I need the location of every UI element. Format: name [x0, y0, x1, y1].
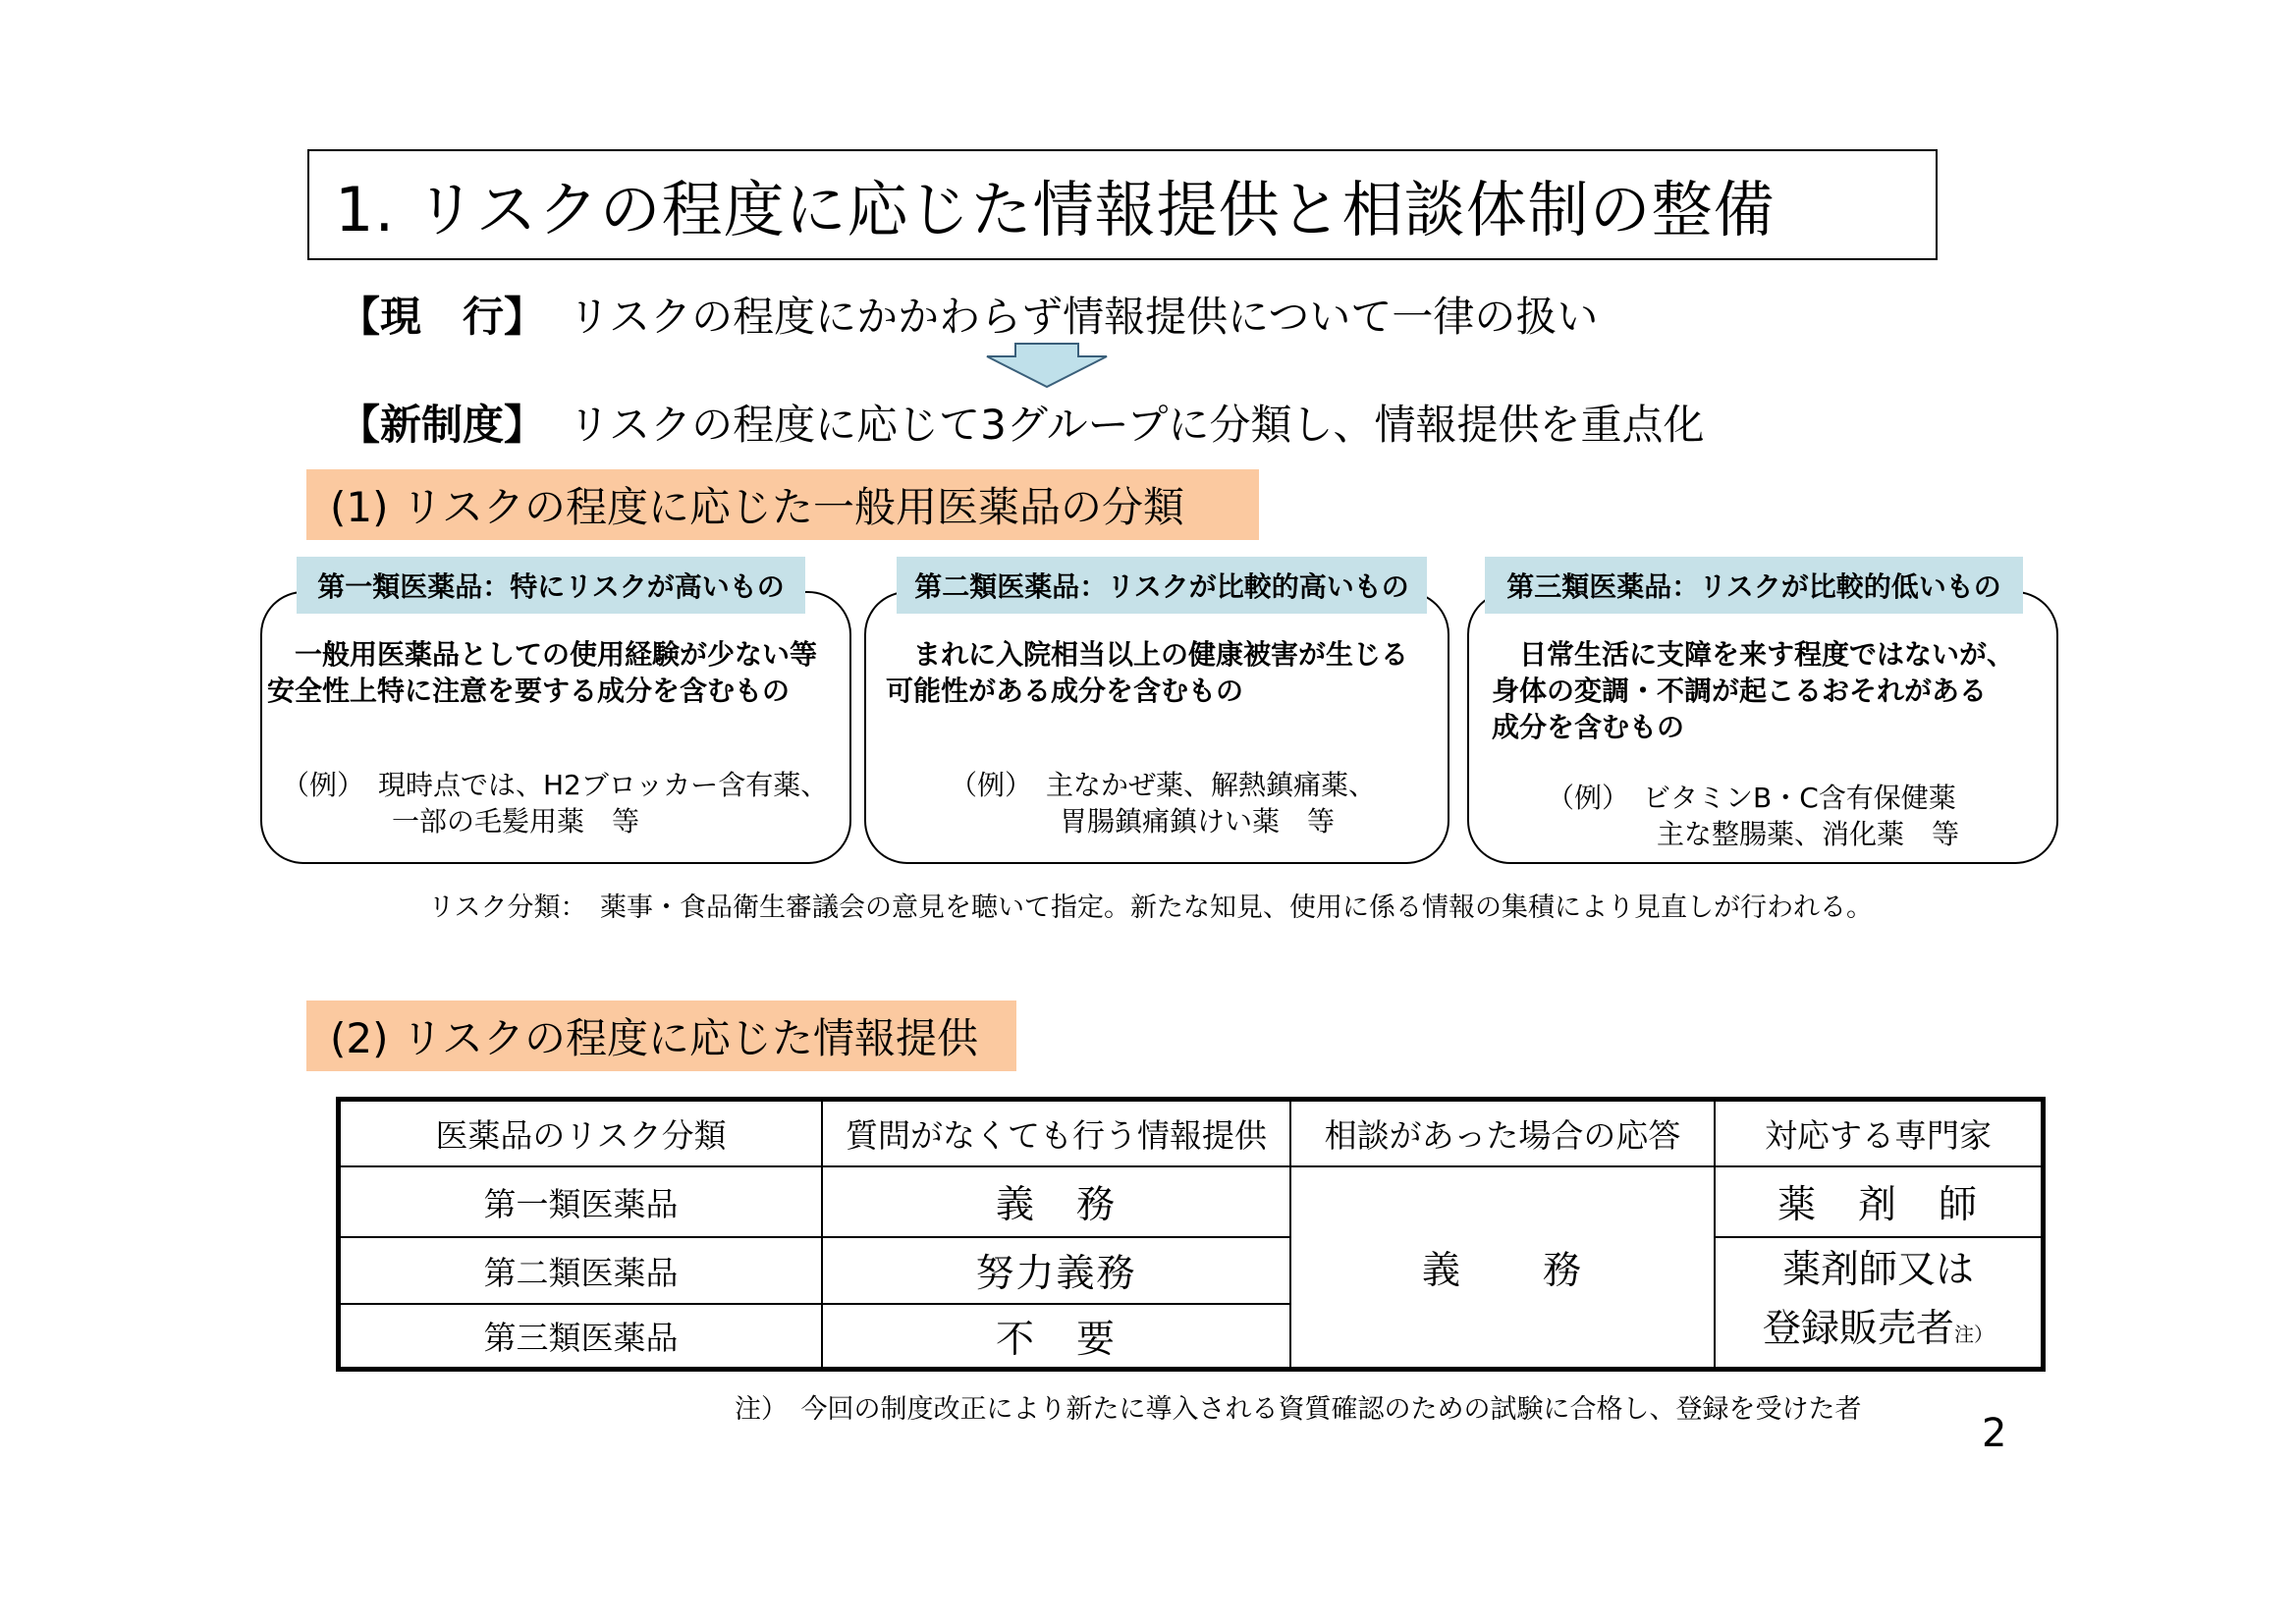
- current-system-label: 【現 行】: [339, 293, 546, 341]
- table-row-category: 第二類医薬品: [483, 1253, 679, 1292]
- section2-heading-text: (2) リスクの程度に応じた情報提供: [330, 1014, 979, 1062]
- category-example-class3: （例） ビタミンB・C含有保健薬 主な整腸薬、消化薬 等: [1547, 782, 1960, 850]
- new-system-row: [339, 393, 1705, 452]
- current-system-text: リスクの程度にかかわらず情報提供について一律の扱い: [569, 293, 1599, 341]
- information-provision-table: [336, 1097, 2046, 1372]
- section1-heading: [306, 469, 1259, 540]
- category-tag-class2: [897, 557, 1427, 614]
- table-row-unprompted-info: 努力義務: [975, 1252, 1137, 1296]
- table-row-category: 第一類医薬品: [483, 1184, 679, 1223]
- section1-heading-text: (1) リスクの程度に応じた一般用医薬品の分類: [330, 483, 1185, 531]
- category-tag-class3-text: 第三類医薬品：リスクが比較的低いもの: [1506, 570, 2001, 603]
- table-expert-class1: 薬 剤 師: [1777, 1183, 1979, 1227]
- new-system-label: 【新制度】: [339, 401, 546, 449]
- risk-classification-note: リスク分類： 薬事・食品衛生審議会の意見を聴いて指定。新たな知見、使用に係る情報の集積により見直しが行われる。: [428, 893, 1873, 923]
- table-expert-class23-line2-wrap: [1763, 1300, 1994, 1364]
- down-arrow-icon: [986, 343, 1108, 388]
- page-title-text: 1. リスクの程度に応じた情報提供と相談体制の整備: [335, 174, 1776, 245]
- table-header-cell: 相談があった場合の応答: [1324, 1116, 1681, 1155]
- category-example-class2: （例） 主なかぜ薬、解熱鎮痛薬、 胃腸鎮痛鎮けい薬 等: [950, 769, 1377, 838]
- new-system-text: リスクの程度に応じて3グループに分類し、情報提供を重点化: [569, 401, 1705, 449]
- table-expert-class23-line1: 薬剤師又は: [1781, 1248, 1974, 1292]
- table-row-unprompted-info: 義 務: [995, 1183, 1117, 1227]
- table-header-cell: 質問がなくても行う情報提供: [846, 1116, 1267, 1155]
- category-tag-class1: [297, 557, 805, 614]
- table-expert-footnote-mark: 注）: [1954, 1323, 1994, 1346]
- category-description-class1: 一般用医薬品としての使用経験が少ない等 安全性上特に注意を要する成分を含むもの: [267, 638, 818, 707]
- table-row-unprompted-info: 不 要: [995, 1317, 1117, 1362]
- table-expert-class23-line2: 登録販売者: [1762, 1307, 1954, 1351]
- category-tag-class3: [1485, 557, 2023, 614]
- table-row-category: 第三類医薬品: [483, 1319, 679, 1357]
- category-example-class1: （例） 現時点では、H2ブロッカー含有薬、 一部の毛髪用薬 等: [282, 769, 829, 838]
- category-description-class3: 日常生活に支障を来す程度ではないが、 身体の変調・不調が起こるおそれがある 成分を含むもの: [1492, 638, 2015, 743]
- table-header-cell: 対応する専門家: [1765, 1116, 1992, 1155]
- section2-heading: [306, 1001, 1016, 1071]
- category-tag-class1-text: 第一類医薬品：特にリスクが高いもの: [317, 570, 785, 603]
- table-footnote: 注） 今回の制度改正により新たに導入される資質確認のための試験に合格し、登録を受けた者: [735, 1394, 1862, 1425]
- current-system-row: [339, 285, 1598, 344]
- table-consultation-response: 義 務: [1421, 1248, 1583, 1293]
- page-number: 2: [1982, 1411, 2007, 1456]
- page-title: [307, 149, 1938, 260]
- category-tag-class2-text: 第二類医薬品：リスクが比較的高いもの: [914, 570, 1409, 603]
- table-expert-class23: [1716, 1238, 2041, 1367]
- table-header-cell: 医薬品のリスク分類: [435, 1116, 727, 1155]
- category-description-class2: まれに入院相当以上の健康被害が生じる 可能性がある成分を含むもの: [886, 638, 1409, 707]
